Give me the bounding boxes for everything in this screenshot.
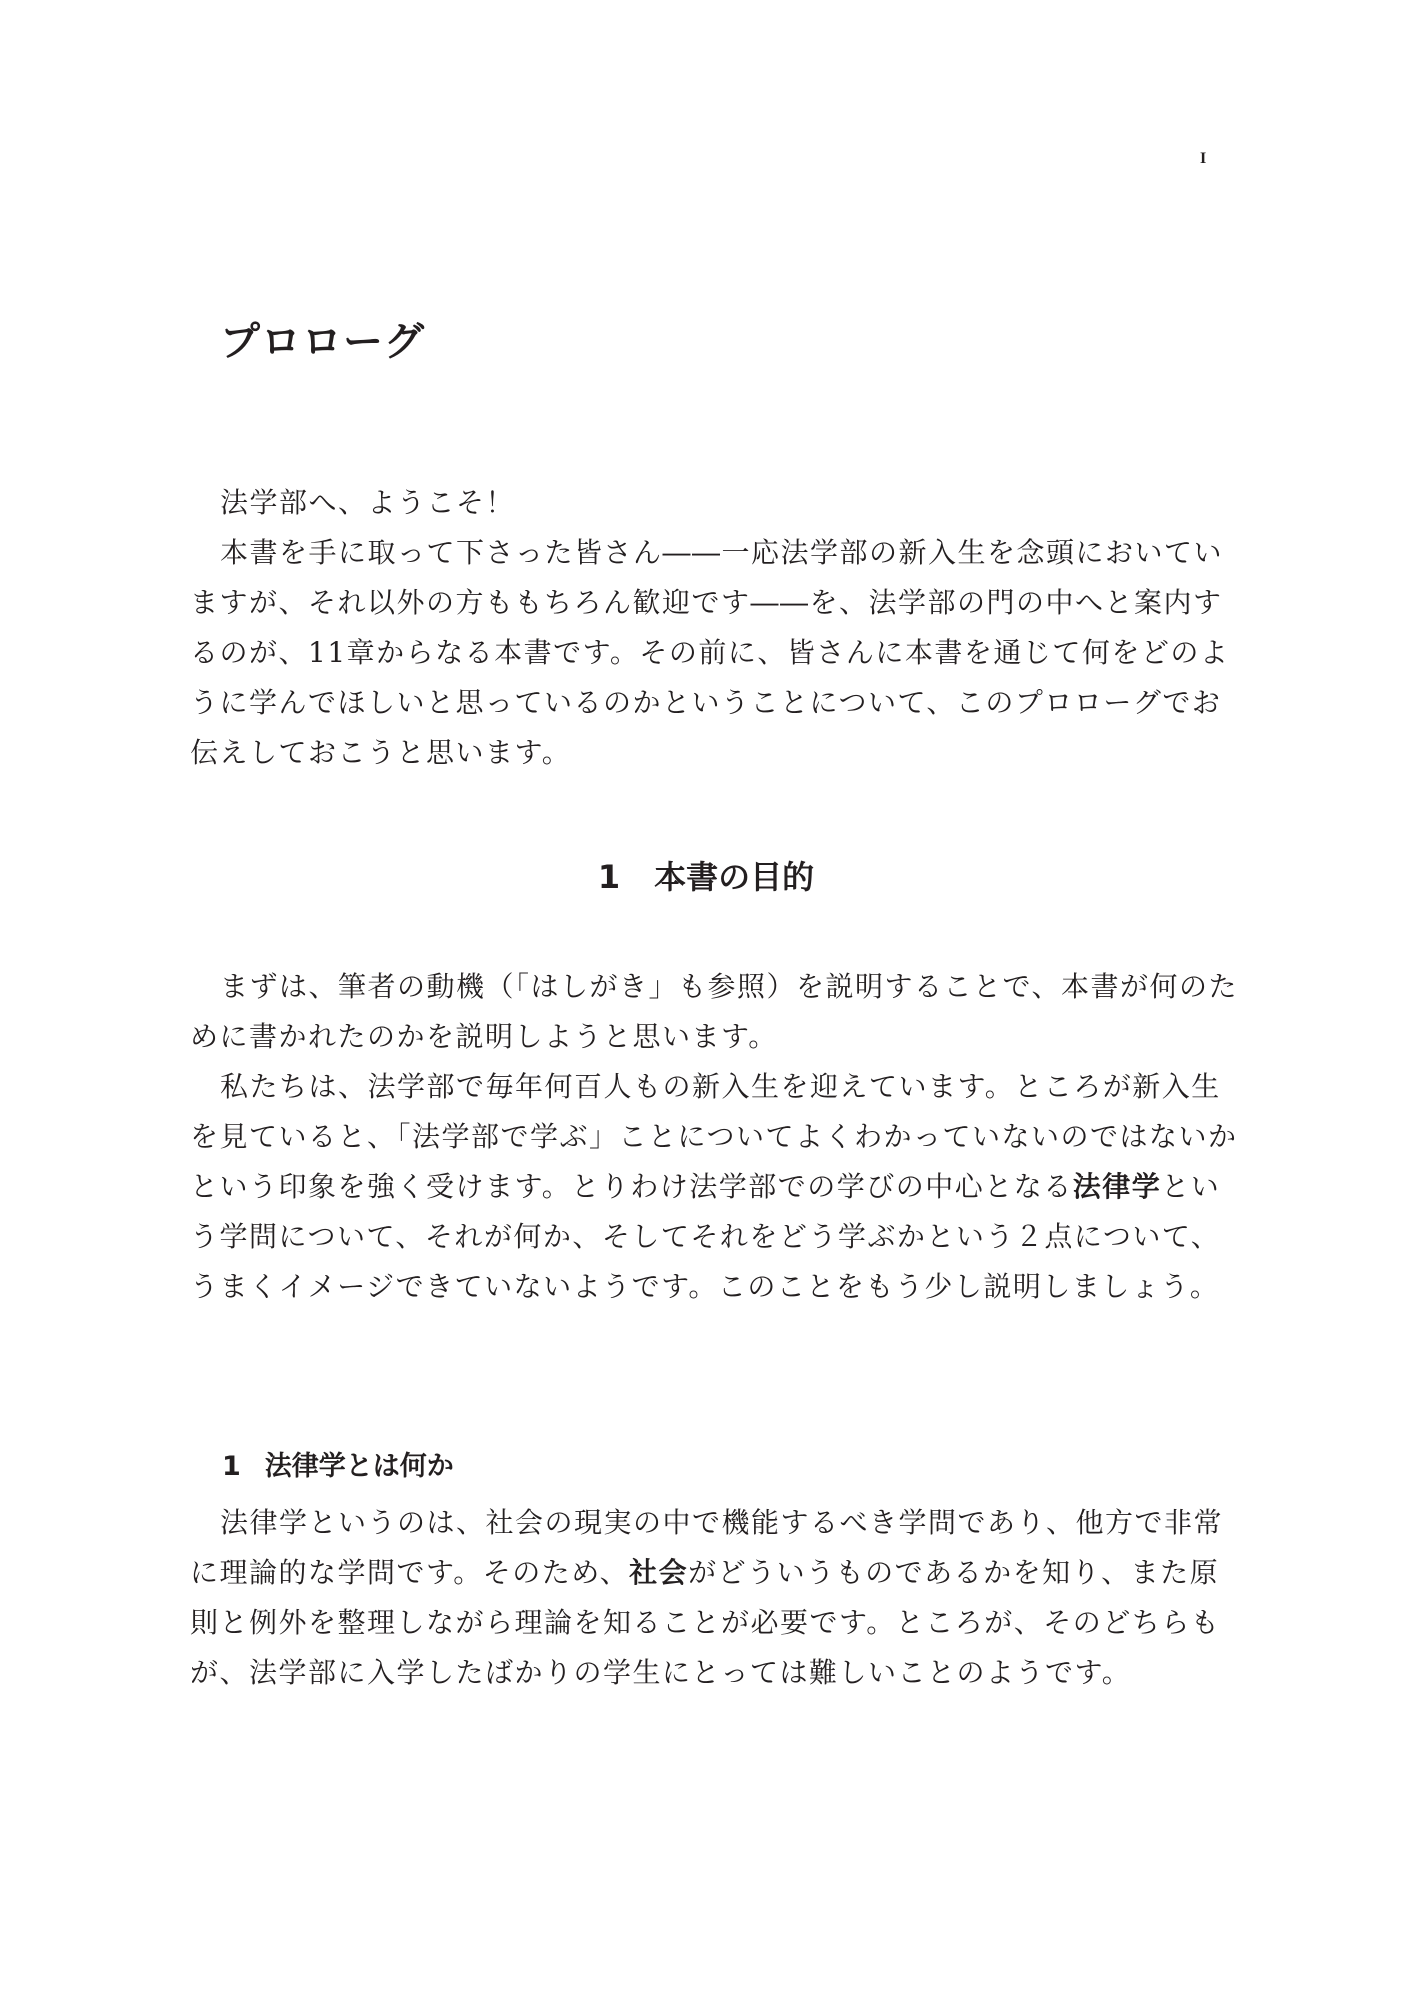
keyword-hogakugaku: 法律学 xyxy=(1072,1170,1162,1203)
section-paragraph-2 xyxy=(190,1062,1248,1312)
subsection-number: 1 xyxy=(222,1451,241,1482)
subsection-heading xyxy=(222,1444,454,1483)
section-title: 本書の目的 xyxy=(654,858,815,896)
section-number: 1 xyxy=(597,858,621,896)
intro-paragraph-2: 本書を手に取って下さった皆さん――一応法学部の新入生を念頭においていますが、それ以外の方ももちろん歓迎です――を、法学部の門の中へと案内するのが、11章からなる本書です。その前に、皆さんに本書を通じて何をどのように学んでほしいと思っているのかということについて、このプロローグでお伝えしておこうと思います。 xyxy=(190,536,1230,769)
keyword-shakai: 社会 xyxy=(629,1556,689,1589)
subsection-paragraph-1-part-1: 法律学というのは、社会の現実の中で機能するべき学問であり、他方で非常に理論的な学問です。そのため、 xyxy=(190,1506,1224,1589)
intro-text xyxy=(190,478,1248,778)
section-heading xyxy=(0,852,1412,898)
section-paragraph-2-part-1: 私たちは、法学部で毎年何百人もの新入生を迎えています。ところが新入生を見ていると、「法学部で学ぶ」ことについてよくわかっていないのではないかという印象を強く受けます。とりわけ法学部での学びの中心となる xyxy=(190,1070,1238,1203)
section-paragraph-1: まずは、筆者の動機（「はしがき」も参照）を説明することで、本書が何のために書かれたのかを説明しようと思います。 xyxy=(190,970,1238,1053)
page-title: プロローグ xyxy=(220,319,425,365)
section-paragraph-2-part-2: という学問について、それが何か、そしてそれをどう学ぶかという２点について、うまくイメージできていないようです。このことをもう少し説明しましょう。 xyxy=(190,1170,1221,1303)
section-body xyxy=(190,962,1248,1312)
subsection-title: 法律学とは何か xyxy=(264,1451,454,1482)
subsection-paragraph-1-part-2: がどういうものであるかを知り、また原則と例外を整理しながら理論を知ることが必要です。ところが、そのどちらもが、法学部に入学したばかりの学生にとっては難しいことのようです。 xyxy=(190,1556,1221,1689)
subsection-paragraph-1 xyxy=(190,1498,1248,1698)
intro-paragraph-1: 法学部へ、ようこそ！ xyxy=(220,486,516,519)
page-number: I xyxy=(1200,150,1207,167)
subsection-body xyxy=(190,1498,1248,1698)
